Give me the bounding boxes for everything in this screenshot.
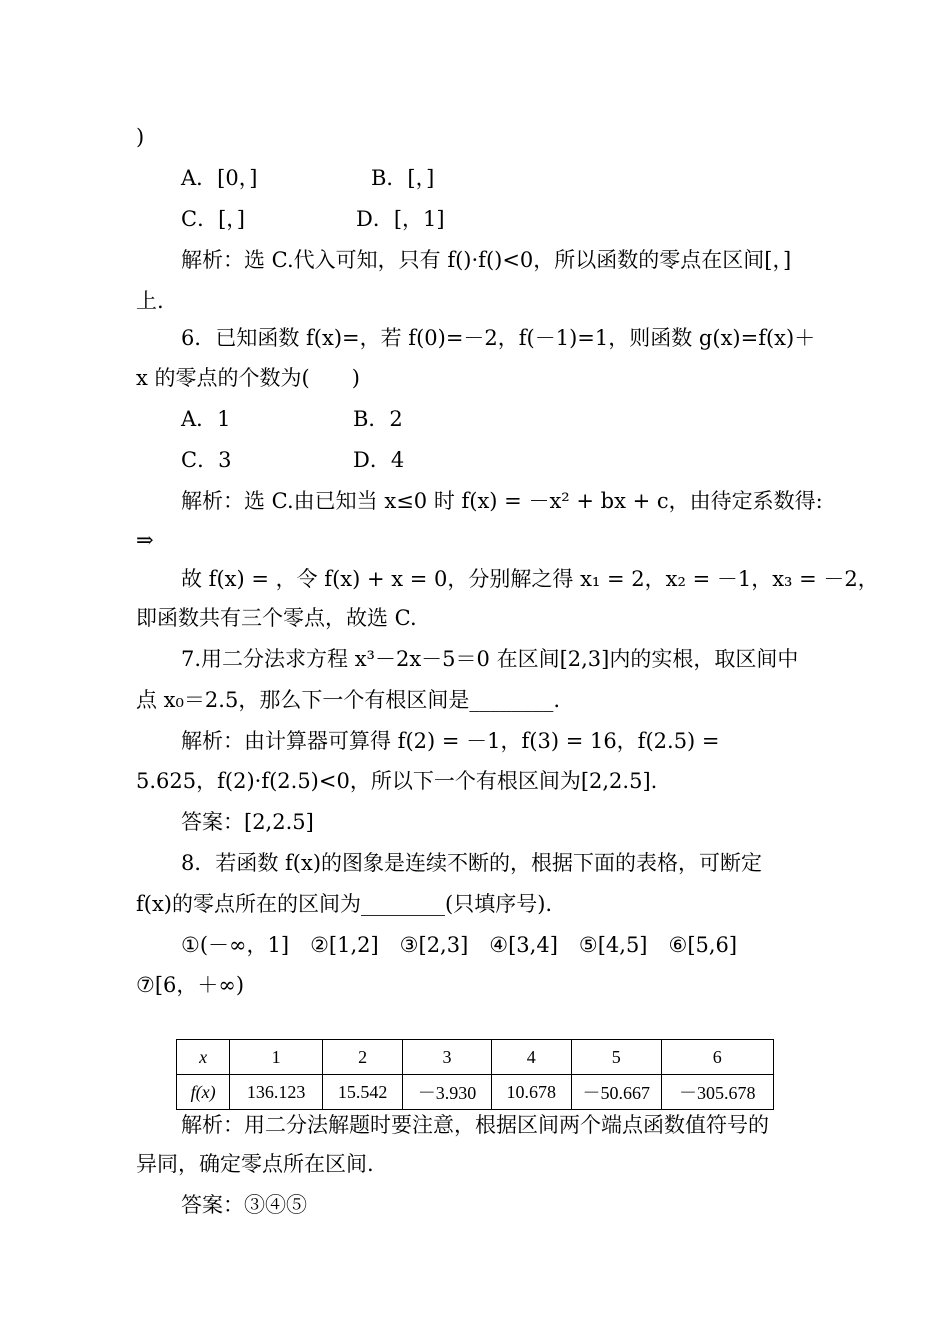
analysis-7-line-1: 解析：由计算器可算得 f(2) = －1，f(3) = 16，f(2.5) = — [181, 729, 720, 753]
option-d: D．4 — [353, 448, 405, 472]
analysis-6-line-4: 即函数共有三个零点，故选 C. — [136, 606, 417, 630]
option-c: C．[，] — [181, 207, 245, 231]
question-8-line-1: 8．若函数 f(x)的图象是连续不断的，根据下面的表格，可断定 — [181, 851, 763, 875]
analysis-8-line-2: 异同，确定零点所在区间. — [136, 1152, 374, 1176]
option-b: B．2 — [353, 407, 403, 431]
question-6-line-2: x 的零点的个数为( ) — [136, 366, 360, 390]
table-cell: 6 — [661, 1040, 773, 1075]
table-cell: 5 — [571, 1040, 661, 1075]
table-cell: －305.678 — [661, 1075, 773, 1110]
table-cell: 3 — [403, 1040, 492, 1075]
table-cell: x — [177, 1040, 230, 1075]
question-7-line-2: 点 x₀＝2.5，那么下一个有根区间是________. — [136, 688, 561, 712]
option-d: D．[，1] — [356, 207, 445, 231]
option-a: A．[0，] — [181, 166, 258, 190]
question-8-line-2: f(x)的零点所在的区间为________(只填序号). — [136, 892, 553, 916]
analysis-6-line-3: 故 f(x) = ，令 f(x) + x = 0，分别解之得 x₁ = 2，x₂ = －1，x₃ = －2， — [181, 567, 879, 591]
option-b: B．[，] — [371, 166, 435, 190]
table-cell: 2 — [323, 1040, 403, 1075]
table-cell: 1 — [230, 1040, 323, 1075]
analysis-7-line-2: 5.625，f(2)·f(2.5)<0，所以下一个有根区间为[2,2.5]. — [136, 769, 658, 793]
analysis-6-line-1: 解析：选 C.由已知当 x≤0 时 f(x) = －x² + bx + c，由待定系数得: — [181, 489, 823, 513]
analysis-5-line-2: 上. — [136, 289, 164, 313]
analysis-5-line-1: 解析：选 C.代入可知，只有 f()·f()<0，所以函数的零点在区间[，] — [181, 248, 792, 272]
table-row — [177, 1040, 774, 1075]
table-cell: f(x) — [177, 1075, 230, 1110]
option-a: A．1 — [181, 407, 231, 431]
question-8-choices-2: ⑦[6，＋∞) — [136, 973, 245, 997]
table-cell: 15.542 — [323, 1075, 403, 1110]
table-cell: 4 — [491, 1040, 571, 1075]
option-c: C．3 — [181, 448, 232, 472]
analysis-6-line-2: ⇒ — [136, 528, 154, 552]
answer-8: 答案：③④⑤ — [181, 1193, 307, 1217]
table-cell: 10.678 — [491, 1075, 571, 1110]
question-7-line-1: 7.用二分法求方程 x³－2x－5＝0 在区间[2,3]内的实根，取区间中 — [181, 647, 799, 671]
table-row — [177, 1075, 774, 1110]
function-value-table — [176, 1039, 774, 1110]
table-cell: －50.667 — [571, 1075, 661, 1110]
table-cell: －3.930 — [403, 1075, 492, 1110]
table-cell: 136.123 — [230, 1075, 323, 1110]
text-line-1: ) — [136, 125, 145, 149]
analysis-8-line-1: 解析：用二分法解题时要注意，根据区间两个端点函数值符号的 — [181, 1113, 769, 1137]
question-6-line-1: 6．已知函数 f(x)=，若 f(0)=－2，f(－1)=1，则函数 g(x)=f(x)＋ — [181, 326, 816, 350]
answer-7: 答案：[2,2.5] — [181, 810, 314, 834]
question-8-choices: ①(－∞，1] ②[1,2] ③[2,3] ④[3,4] ⑤[4,5] ⑥[5,6] — [181, 933, 738, 957]
